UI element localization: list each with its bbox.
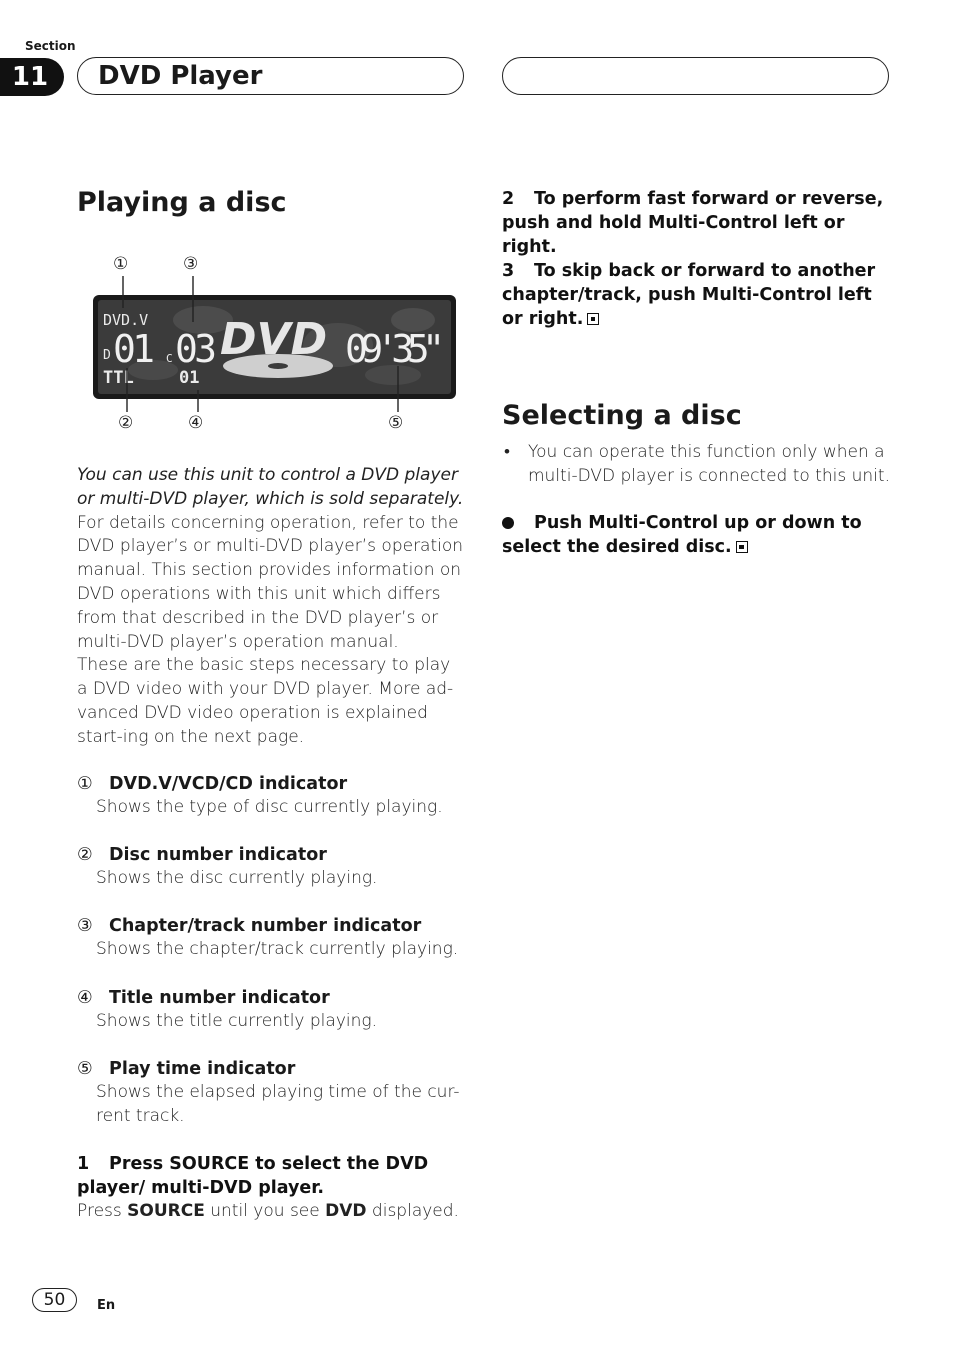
legend-description: Shows the disc currently playing. bbox=[96, 868, 378, 888]
legend-description: Shows the chapter/track currently playing. bbox=[96, 939, 459, 959]
intro-text bbox=[77, 464, 465, 750]
legend-number: ③ bbox=[77, 916, 93, 936]
legend-number: ④ bbox=[77, 988, 93, 1008]
callout-3: ③ bbox=[183, 254, 199, 274]
end-mark-icon bbox=[736, 541, 748, 553]
selecting-a-disc-heading: Selecting a disc bbox=[502, 400, 742, 431]
step-number: 3 bbox=[502, 261, 515, 281]
callout-1: ① bbox=[113, 254, 129, 274]
action-text: Push Multi-Control up or down to select the desired disc. bbox=[502, 513, 862, 557]
lcd-chapter-prefix: C bbox=[166, 352, 173, 365]
intro-italic: You can use this unit to control a DVD player or multi-DVD player, which is sold separately. bbox=[77, 465, 464, 509]
dvd-logo-icon bbox=[220, 314, 333, 378]
section-number-badge: 11 bbox=[0, 58, 64, 96]
lcd-disc-prefix: D bbox=[103, 348, 111, 363]
legend-item-1 bbox=[77, 772, 467, 820]
lcd-play-time: 09'35" bbox=[345, 327, 445, 371]
lcd-display-svg bbox=[93, 250, 457, 440]
bullet-note bbox=[502, 441, 892, 489]
section-title: DVD Player bbox=[98, 61, 263, 91]
legend-title: Disc number indicator bbox=[109, 845, 327, 865]
playing-a-disc-heading: Playing a disc bbox=[77, 187, 287, 218]
step-description: Press SOURCE until you see DVD displayed. bbox=[77, 1201, 459, 1221]
legend-number: ⑤ bbox=[77, 1059, 93, 1079]
legend-description: Shows the elapsed playing time of the cur-rent track. bbox=[96, 1082, 460, 1126]
legend-number: ① bbox=[77, 774, 93, 794]
legend-item-2 bbox=[77, 843, 467, 891]
lcd-disc-type: DVD.V bbox=[103, 311, 149, 329]
step-number: 2 bbox=[502, 189, 515, 209]
step-title: To skip back or forward to another chapter/track, push Multi-Control left or right. bbox=[502, 261, 876, 329]
step-number: 1 bbox=[77, 1154, 90, 1174]
lcd-chapter-number: 03 bbox=[175, 327, 217, 371]
step-1 bbox=[77, 1152, 465, 1224]
step-title: Press SOURCE to select the DVD player/ multi-DVD player. bbox=[77, 1154, 429, 1198]
lcd-title-number: 01 bbox=[179, 368, 200, 388]
action-step bbox=[502, 511, 892, 559]
lcd-logo-text: DVD bbox=[220, 314, 328, 365]
bullet-text: You can operate this function only when a multi-DVD player is connected to this unit. bbox=[528, 442, 890, 486]
lcd-title-label: TTL bbox=[103, 368, 134, 388]
legend-title: Play time indicator bbox=[109, 1059, 296, 1079]
step-2 bbox=[502, 187, 892, 259]
legend-description: Shows the title currently playing. bbox=[96, 1011, 377, 1031]
legend-description: Shows the type of disc currently playing. bbox=[96, 797, 443, 817]
intro-paragraph-2: These are the basic steps necessary to play a DVD video with your DVD player. More ad-vanced DVD video operation is explained start-ing on the next page. bbox=[77, 655, 454, 747]
legend-number: ② bbox=[77, 845, 93, 865]
dvd-keyword: DVD bbox=[325, 1201, 367, 1221]
callout-2: ② bbox=[118, 413, 134, 433]
action-bullet-icon bbox=[502, 517, 514, 529]
legend-title: Chapter/track number indicator bbox=[109, 916, 422, 936]
legend-title: Title number indicator bbox=[109, 988, 330, 1008]
lcd-disc-number: 01 bbox=[113, 327, 155, 371]
bullet-dot: • bbox=[504, 442, 510, 462]
intro-paragraph-1: For details concerning operation, refer to the DVD player’s or multi-DVD player’s operation manual. This section provides information on DVD operations with this unit which differs from that described in the DVD player’s or multi-DVD player’s operation manual. bbox=[77, 512, 464, 652]
legend-item-5 bbox=[77, 1057, 467, 1128]
section-label: Section bbox=[25, 39, 76, 53]
legend-item-4 bbox=[77, 986, 467, 1034]
callout-5: ⑤ bbox=[388, 413, 404, 433]
header-right-frame bbox=[502, 57, 889, 95]
legend-item-3 bbox=[77, 914, 467, 962]
callout-4: ④ bbox=[188, 413, 204, 433]
language-code: En bbox=[97, 1298, 116, 1313]
end-mark-icon bbox=[587, 313, 599, 325]
legend-title: DVD.V/VCD/CD indicator bbox=[109, 774, 348, 794]
step-3 bbox=[502, 259, 892, 331]
page-number: 50 bbox=[32, 1288, 77, 1312]
lcd-display-illustration bbox=[93, 250, 457, 440]
step-title: To perform fast forward or reverse, push and hold Multi-Control left or right. bbox=[502, 189, 884, 257]
source-keyword: SOURCE bbox=[127, 1201, 205, 1221]
